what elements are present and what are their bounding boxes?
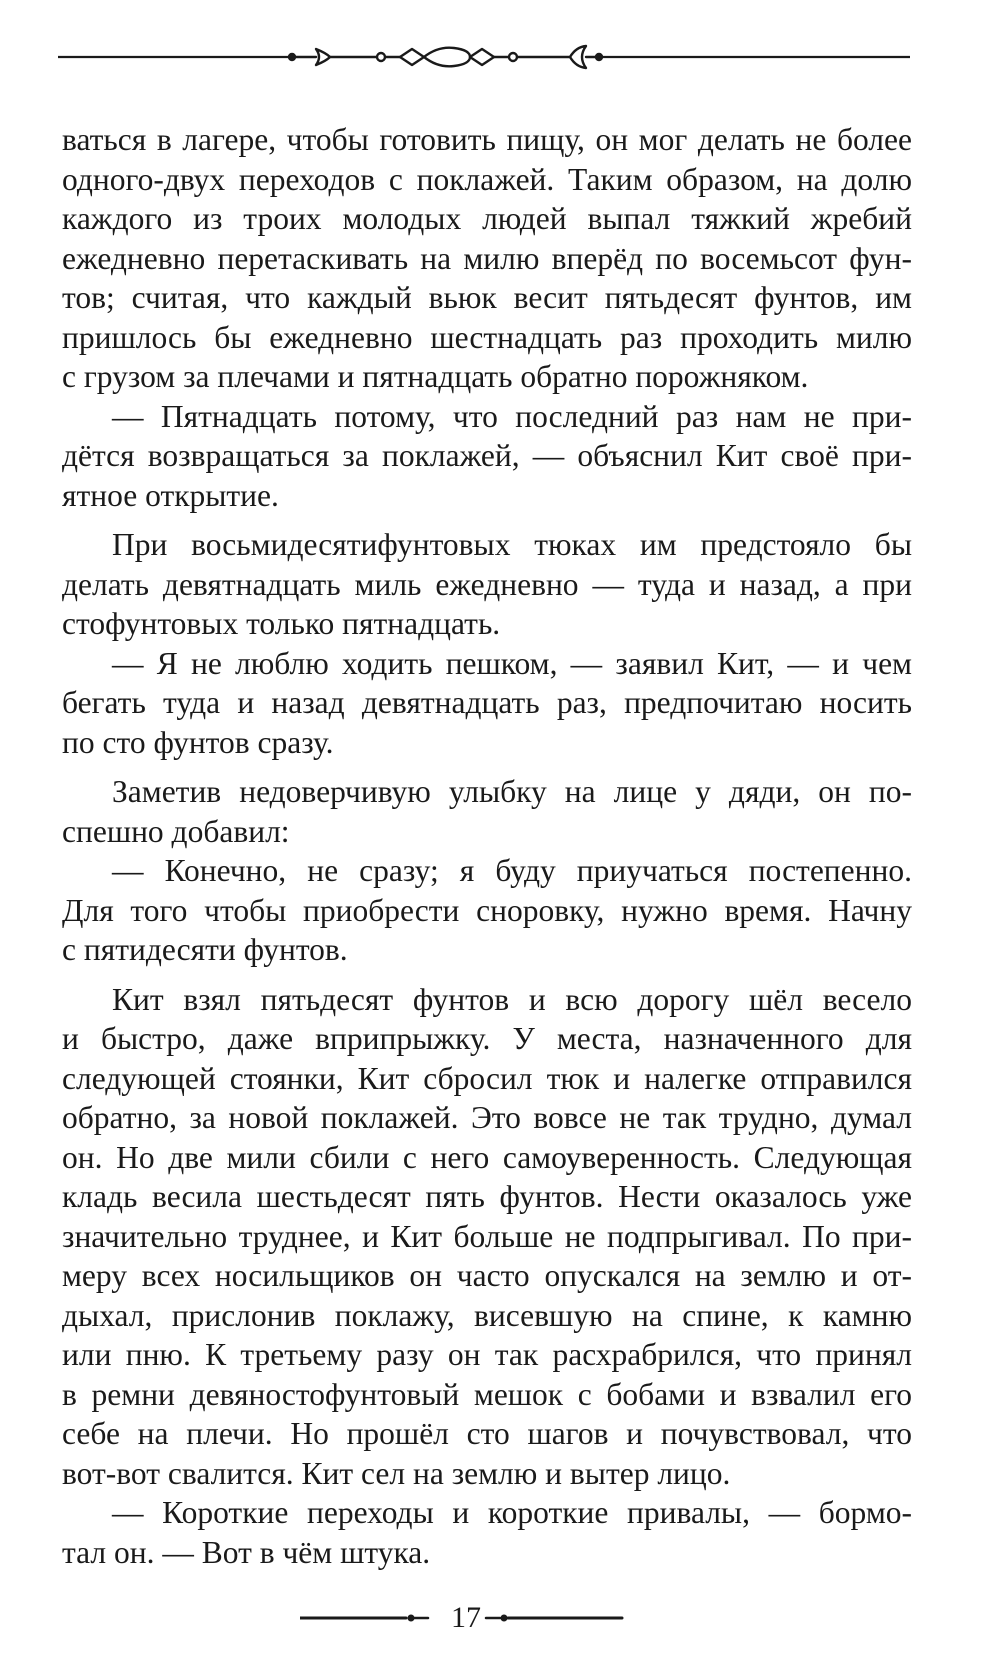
text-line: себе на плечи. Но прошёл сто шагов и почувствовал, что [62, 1416, 912, 1451]
text-line: с пятидесяти фунтов. [62, 932, 348, 967]
text-line: спешно добавил: [62, 813, 290, 849]
text-line: Кит взял пятьдесят фунтов и всю дорогу шёл весело [112, 981, 912, 1017]
paragraph-7 [62, 980, 912, 1494]
paragraph-2 [62, 397, 912, 516]
text-line: ятное открытие. [62, 477, 279, 513]
page-number: 17 [451, 1601, 481, 1634]
text-line: значительно труднее, и Кит больше не подпрыгивал. По при- [62, 1218, 912, 1254]
footer-ornament [300, 1600, 720, 1640]
text-line: делать девятнадцать миль ежедневно — туда и назад, а при [62, 566, 912, 602]
text-line: — Короткие переходы и короткие привалы, — бормо- [112, 1495, 912, 1530]
paragraph-6 [62, 851, 912, 970]
paragraph-1 [62, 120, 912, 397]
text-line: одного-двух переходов с поклажей. Таким образом, на долю [62, 161, 912, 197]
text-line: или пню. К третьему разу он так расхрабрился, что принял [62, 1337, 912, 1372]
text-line: тал он. — Вот в чём штука. [62, 1534, 431, 1570]
text-line: по сто фунтов сразу. [62, 724, 334, 760]
text-line: дыхал, прислонив поклажу, висевшую на спине, к камню [62, 1297, 912, 1333]
text-line: бегать туда и назад девятнадцать раз, предпочитаю носить [62, 685, 912, 720]
text-line: пришлось бы ежедневно шестнадцать раз проходить милю [62, 319, 912, 355]
text-line: ежедневно перетаскивать на милю вперёд по восемьсот фун- [62, 240, 912, 276]
text-line: следующей стоянки, Кит сбросил тюк и налегке отправился [62, 1060, 912, 1096]
top-ornament-divider [58, 40, 910, 82]
text-line: в ремни девяностофунтовый мешок с бобами и взвалил его [62, 1376, 912, 1412]
text-line: обратно, за новой поклажей. Это вовсе не так трудно, думал [62, 1100, 912, 1135]
text-line: с грузом за плечами и пятнадцать обратно порожняком. [62, 359, 809, 394]
page-body-text [62, 120, 912, 1572]
text-line: каждого из троих молодых людей выпал тяжкий жребий [62, 201, 912, 236]
text-line: дётся возвращаться за поклажей, — объяснил Кит своё при- [62, 438, 912, 473]
text-line: — Я не люблю ходить пешком, — заявил Кит, — и чем [112, 645, 912, 681]
text-line: и быстро, даже вприпрыжку. У места, назначенного для [62, 1021, 912, 1056]
paragraph-5 [62, 772, 912, 851]
text-line: При восьмидесятифунтовых тюках им предстояло бы [112, 527, 912, 562]
text-line: стофунтовых только пятнадцать. [62, 606, 501, 641]
text-line: кладь весила шестьдесят пять фунтов. Нести оказалось уже [62, 1179, 912, 1214]
text-line: — Конечно, не сразу; я буду приучаться постепенно. [112, 853, 912, 888]
text-line: тов; считая, что каждый вьюк весит пятьдесят фунтов, им [62, 280, 912, 315]
text-line: он. Но две мили сбили с него самоуверенность. Следующая [62, 1139, 912, 1175]
paragraph-3 [62, 525, 912, 644]
text-line: — Пятнадцать потому, что последний раз нам не при- [112, 398, 912, 434]
paragraph-4 [62, 644, 912, 763]
text-line: Для того чтобы приобрести сноровку, нужно время. Начну [62, 892, 912, 928]
text-line: Заметив недоверчивую улыбку на лице у дяди, он по- [112, 774, 912, 809]
text-line: вот-вот свалится. Кит сел на землю и вытер лицо. [62, 1455, 731, 1491]
text-line: ваться в лагере, чтобы готовить пищу, он мог делать не более [62, 122, 912, 157]
text-line: меру всех носильщиков он часто опускался на землю и от- [62, 1258, 912, 1293]
paragraph-8 [62, 1493, 912, 1572]
